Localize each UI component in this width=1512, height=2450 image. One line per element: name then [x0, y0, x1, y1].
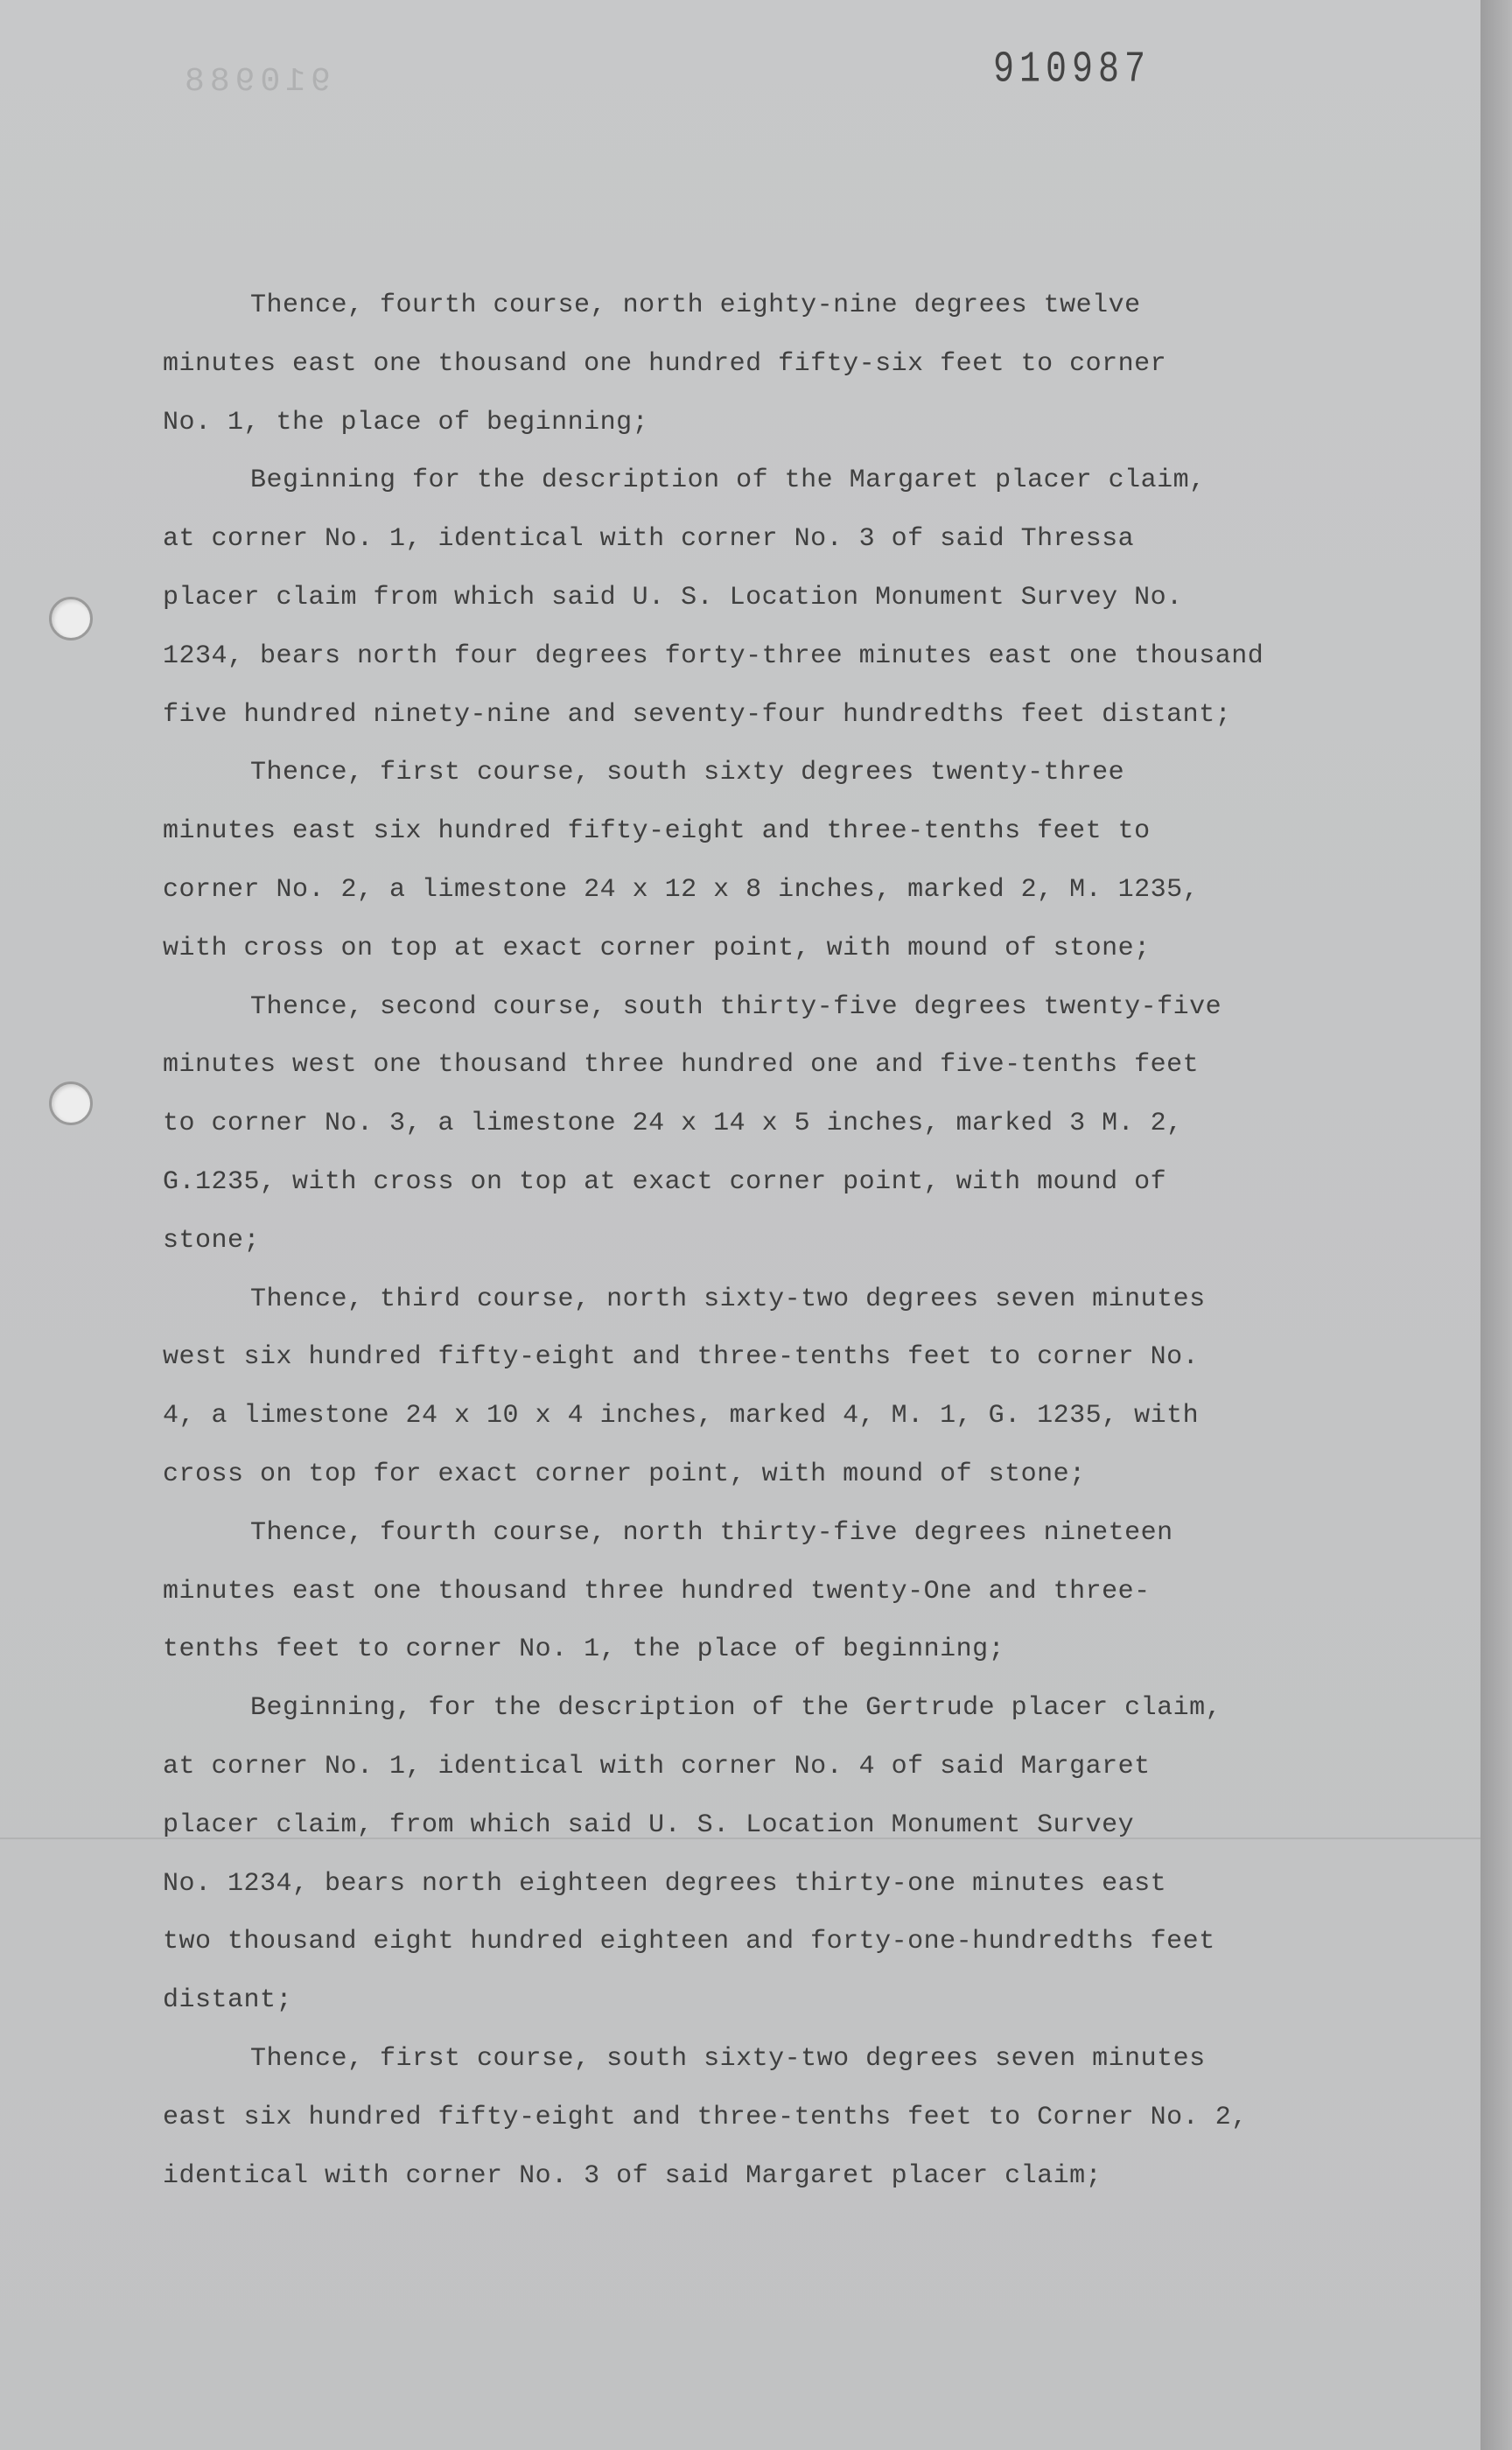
text-line: at corner No. 1, identical with corner No. 3 of said Thressa	[163, 524, 1135, 555]
text-line: Thence, second course, south thirty-five degrees twenty-five	[250, 991, 1222, 1022]
text-line: 4, a limestone 24 x 10 x 4 inches, marked 4, M. 1, G. 1235, with	[163, 1401, 1200, 1432]
text-line: distant;	[163, 1985, 293, 2016]
text-line: five hundred ninety-nine and seventy-four hundredths feet distant;	[163, 699, 1232, 730]
text-line: minutes east one thousand three hundred twenty-One and three-	[163, 1576, 1151, 1606]
text-line: Thence, third course, north sixty-two degrees seven minutes	[250, 1284, 1206, 1314]
text-line: to corner No. 3, a limestone 24 x 14 x 5 inches, marked 3 M. 2,	[163, 1109, 1183, 1139]
document-number: 910987	[993, 46, 1152, 95]
text-line: at corner No. 1, identical with corner No. 4 of said Margaret	[163, 1751, 1151, 1782]
text-line: with cross on top at exact corner point, with mound of stone;	[163, 933, 1151, 963]
text-line: tenths feet to corner No. 1, the place of beginning;	[163, 1634, 1005, 1665]
text-line: stone;	[163, 1225, 261, 1256]
text-line: 1234, bears north four degrees forty-three minutes east one thousand	[163, 640, 1264, 671]
text-line: minutes east one thousand one hundred fifty-six feet to corner	[163, 348, 1167, 379]
text-line: placer claim, from which said U. S. Location Monument Survey	[163, 1810, 1135, 1840]
text-line: cross on top for exact corner point, with mound of stone;	[163, 1459, 1086, 1489]
text-line: Beginning, for the description of the Gertrude placer claim,	[250, 1693, 1222, 1724]
bleed-through-number: 910988	[179, 63, 331, 101]
text-line: Thence, fourth course, north thirty-five degrees nineteen	[250, 1517, 1173, 1548]
text-line: No. 1234, bears north eighteen degrees thirty-one minutes east	[163, 1868, 1167, 1899]
text-line: west six hundred fifty-eight and three-tenths feet to corner No.	[163, 1342, 1200, 1373]
text-line: minutes east six hundred fifty-eight and three-tenths feet to	[163, 816, 1151, 847]
text-line: east six hundred fifty-eight and three-tenths feet to Corner No. 2,	[163, 2102, 1248, 2132]
text-line: Thence, first course, south sixty-two degrees seven minutes	[250, 2043, 1206, 2074]
document-body	[163, 276, 1405, 2205]
punch-hole-top	[49, 597, 93, 640]
punch-hole-bottom	[49, 1082, 93, 1125]
text-line: corner No. 2, a limestone 24 x 12 x 8 inches, marked 2, M. 1235,	[163, 874, 1200, 905]
text-line: Thence, first course, south sixty degrees twenty-three	[250, 758, 1125, 788]
text-line: minutes west one thousand three hundred one and five-tenths feet	[163, 1050, 1200, 1081]
text-line: placer claim from which said U. S. Location Monument Survey No.	[163, 582, 1183, 612]
text-line: G.1235, with cross on top at exact corner point, with mound of	[163, 1166, 1167, 1197]
text-line: Thence, fourth course, north eighty-nine degrees twelve	[250, 290, 1141, 320]
text-line: two thousand eight hundred eighteen and forty-one-hundredths feet	[163, 1927, 1215, 1957]
text-line: identical with corner No. 3 of said Margaret placer claim;	[163, 2160, 1102, 2191]
text-line: Beginning for the description of the Margaret placer claim,	[250, 466, 1206, 496]
text-line: No. 1, the place of beginning;	[163, 407, 649, 438]
scan-edge	[1480, 0, 1512, 2450]
